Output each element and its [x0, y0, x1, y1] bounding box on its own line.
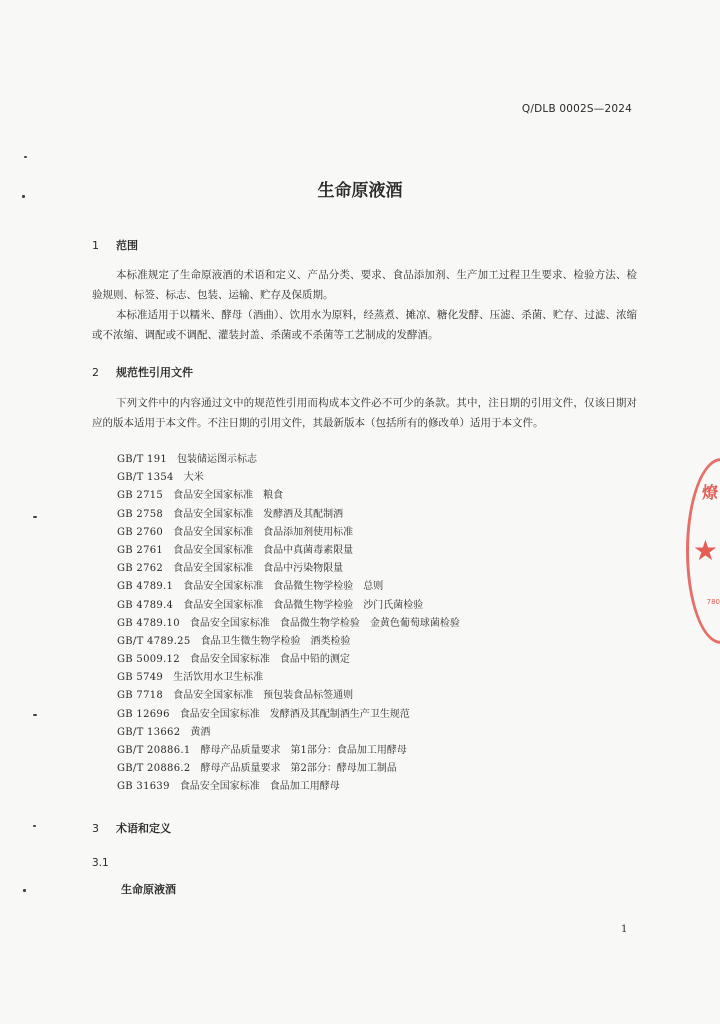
reference-title: 黄酒: [190, 726, 211, 738]
reference-title: 食品安全国家标准 食品中污染物限量: [173, 563, 344, 575]
reference-title: 酵母产品质量要求 第2部分：酵母加工制品: [200, 763, 397, 775]
reference-title: 食品安全国家标准 食品微生物学检验 沙门氏菌检验: [183, 599, 424, 611]
reference-item: [117, 524, 460, 542]
reference-title: 食品卫生微生物学检验 酒类检验: [200, 635, 351, 647]
reference-item: [117, 633, 460, 651]
document-code: Q/DLB 0002S—2024: [521, 103, 632, 115]
reference-item: [117, 778, 460, 796]
reference-title: 食品安全国家标准 预包装食品标签通则: [173, 690, 354, 702]
reference-title: 食品安全国家标准 粮食: [173, 490, 284, 502]
seal-text: 燎: [701, 483, 718, 502]
reference-code: GB 4789.1: [117, 581, 174, 593]
reference-item: [117, 651, 460, 669]
term-name: 生命原液酒: [121, 883, 176, 896]
reference-item: [117, 469, 460, 487]
section-2-heading: [92, 364, 193, 380]
reference-title: 大米: [183, 472, 204, 484]
reference-title: 食品安全国家标准 食品微生物学检验 总则: [183, 581, 384, 593]
reference-code: GB/T 20886.1: [117, 745, 191, 756]
reference-code: GB 7718: [117, 690, 164, 702]
reference-title: 食品安全国家标准 发酵酒及其配制酒: [173, 508, 344, 520]
reference-item: [117, 542, 460, 560]
reference-code: GB/T 191: [117, 454, 168, 465]
reference-item: [117, 706, 460, 724]
section-number: 2: [92, 366, 99, 379]
reference-item: [117, 760, 460, 778]
reference-title: 酵母产品质量要求 第1部分：食品加工用酵母: [200, 745, 407, 756]
section-title: 范围: [116, 239, 138, 252]
section-title: 术语和定义: [116, 822, 171, 835]
reference-code: GB 2758: [117, 508, 164, 520]
reference-title: 食品安全国家标准 食品添加剂使用标准: [173, 526, 354, 538]
scan-speck: [23, 889, 26, 892]
section-1-heading: [92, 237, 138, 253]
reference-code: GB 2760: [117, 526, 164, 538]
subsection-number: 3.1: [92, 857, 109, 869]
reference-item: [117, 597, 460, 615]
section-3-heading: [92, 820, 171, 836]
reference-code: GB 5749: [117, 672, 164, 684]
reference-item: [117, 724, 460, 742]
reference-item: [117, 669, 460, 687]
reference-title: 生活饮用水卫生标准: [173, 672, 264, 684]
reference-code: GB/T 1354: [117, 472, 174, 484]
reference-code: GB 4789.10: [117, 617, 180, 629]
document-title: 生命原液酒: [317, 181, 403, 201]
scan-speck: [22, 195, 25, 198]
seal-star-icon: ★: [692, 534, 718, 567]
reference-item: [117, 615, 460, 633]
reference-title: 食品安全国家标准 食品微生物学检验 金黄色葡萄球菌检验: [189, 617, 460, 629]
scan-speck: [24, 156, 27, 158]
scope-paragraph-2: 本标准适用于以糯米、酵母（酒曲）、饮用水为原料，经蒸煮、摊凉、糖化发酵、压滤、杀菌、贮存、过滤、浓缩或不浓缩、调配或不调配、灌装封盖、杀菌或不杀菌等工艺制成的发酵酒。: [92, 309, 637, 341]
reference-code: GB 5009.12: [117, 654, 180, 666]
reference-title: 食品安全国家标准 食品中真菌毒素限量: [173, 544, 354, 556]
reference-item: [117, 506, 460, 524]
reference-title: 食品安全国家标准 发酵酒及其配制酒生产卫生规范: [179, 708, 410, 720]
reference-code: GB/T 13662: [117, 726, 181, 738]
section-number: 1: [92, 239, 99, 252]
scan-speck: [33, 516, 37, 518]
section-title: 规范性引用文件: [116, 366, 193, 379]
reference-list: [117, 451, 460, 797]
reference-code: GB/T 20886.2: [117, 763, 191, 775]
reference-code: GB 2761: [117, 544, 164, 556]
reference-code: GB 2762: [117, 563, 164, 575]
scan-speck: [33, 714, 37, 716]
reference-code: GB 2715: [117, 490, 164, 502]
scope-paragraph-1: 本标准规定了生命原液酒的术语和定义、产品分类、要求、食品添加剂、生产加工过程卫生要求、检验方法、检验规则、标签、标志、包装、运输、贮存及保质期。: [92, 269, 637, 301]
reference-item: [117, 578, 460, 596]
reference-code: GB/T 4789.25: [117, 635, 191, 647]
reference-code: GB 12696: [117, 708, 170, 720]
page-number: 1: [621, 924, 628, 935]
normative-references-paragraph: 下列文件中的内容通过文中的规范性引用而构成本文件必不可少的条款。其中，注日期的引用文件，仅该日期对应的版本适用于本文件。不注日期的引用文件，其最新版本（包括所有的修改单）适用于本文件。: [92, 397, 637, 429]
reference-item: [117, 560, 460, 578]
section-number: 3: [92, 822, 99, 835]
reference-item: [117, 487, 460, 505]
reference-item: [117, 687, 460, 705]
reference-item: [117, 742, 460, 760]
reference-title: 食品安全国家标准 食品加工用酵母: [179, 781, 340, 793]
reference-code: GB 4789.4: [117, 599, 174, 611]
scan-speck: [33, 825, 36, 827]
reference-item: [117, 451, 460, 469]
reference-title: 包装储运图示标志: [177, 454, 258, 465]
reference-code: GB 31639: [117, 781, 170, 793]
seal-digits: 780: [706, 598, 720, 606]
reference-title: 食品安全国家标准 食品中铅的测定: [189, 654, 350, 666]
